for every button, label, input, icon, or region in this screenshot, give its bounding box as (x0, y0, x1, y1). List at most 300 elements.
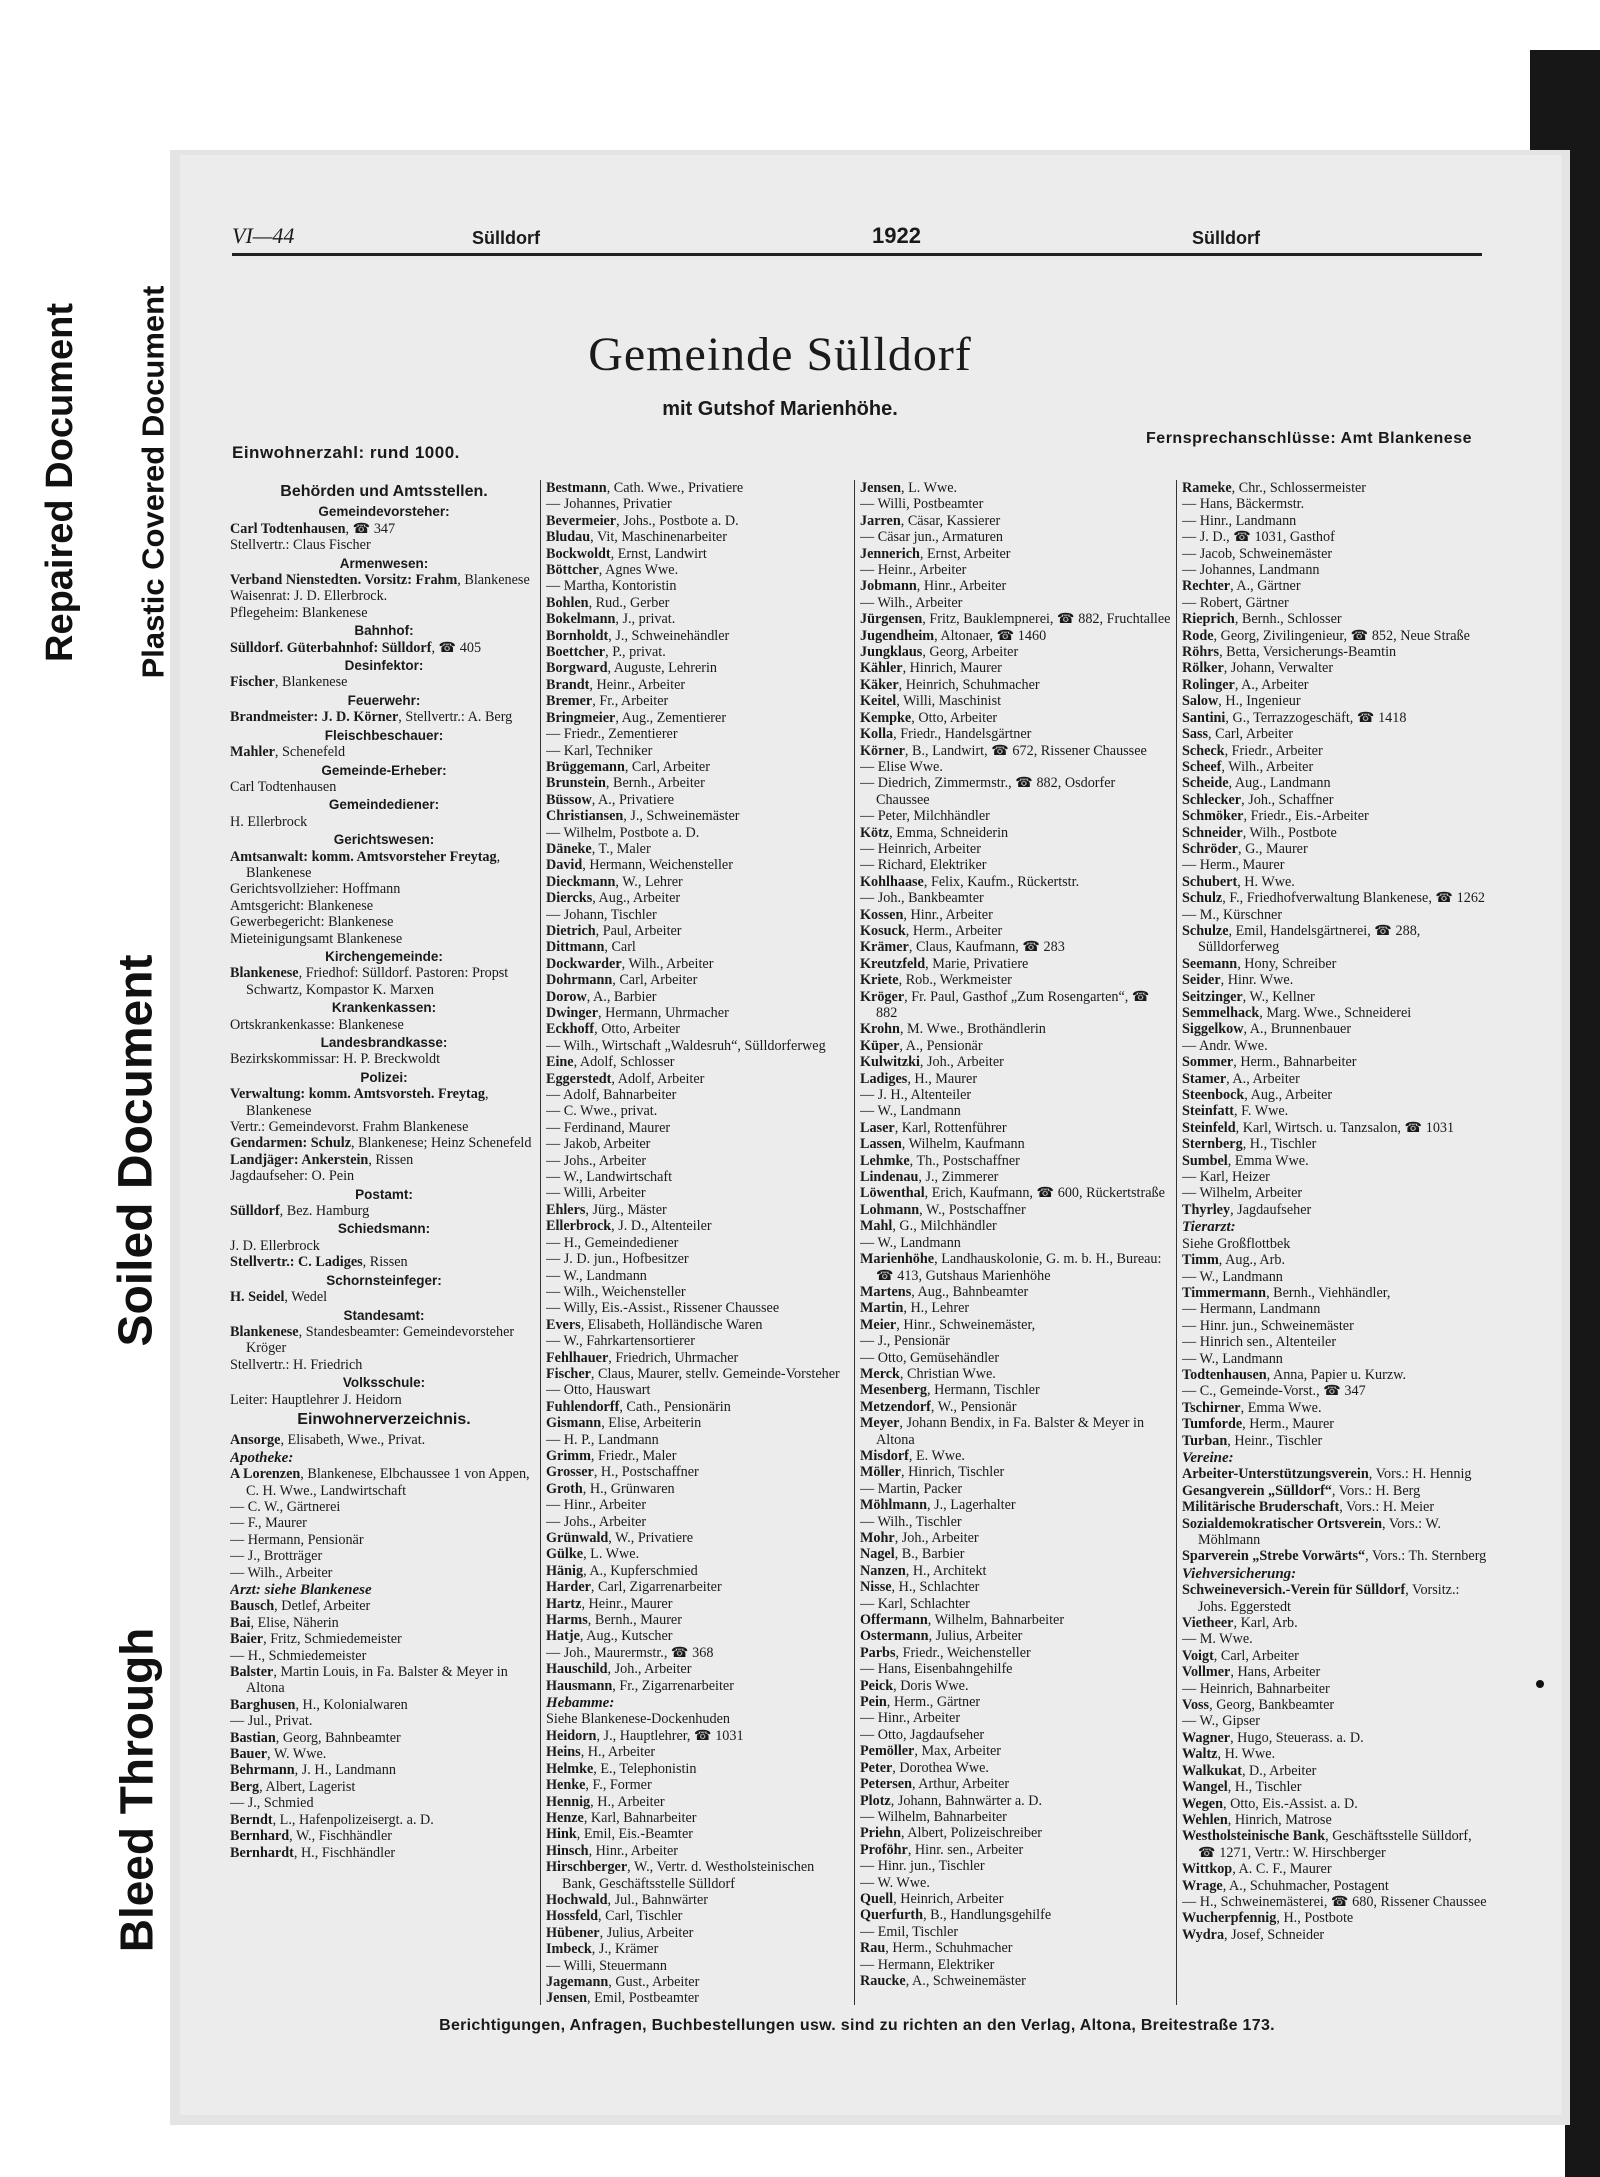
directory-entry: Schröder, G., Maurer (1182, 840, 1308, 857)
directory-entry: — J., Brotträger (230, 1548, 323, 1565)
column-rule (1176, 480, 1177, 2005)
directory-entry: Mohr, Joh., Arbeiter (860, 1530, 979, 1546)
directory-entry: Lassen, Wilhelm, Kaufmann (860, 1136, 1025, 1153)
directory-entry: — Hinr. jun., Schweinemäster (1182, 1317, 1354, 1334)
directory-entry: Keitel, Willi, Maschinist (860, 693, 1002, 710)
directory-entry: — Adolf, Bahnarbeiter (546, 1087, 677, 1104)
directory-entry: Wydra, Josef, Schneider (1182, 1926, 1325, 1943)
directory-entry: Brunstein, Bernh., Arbeiter (546, 775, 705, 792)
margin-dot (1536, 1680, 1544, 1688)
directory-entry: — W., Fahrkartensortierer (546, 1333, 695, 1350)
head-year: 1922 (872, 223, 921, 248)
directory-entry: Proföhr, Hinr. sen., Arbeiter (860, 1841, 1024, 1858)
directory-entry: Hossfeld, Carl, Tischler (546, 1908, 683, 1925)
directory-entry: Berndt, L., Hafenpolizeisergt. a. D. (230, 1811, 434, 1828)
directory-entry: Querfurth, B., Handlungsgehilfe (860, 1907, 1052, 1924)
directory-entry: Voigt, Carl, Arbeiter (1182, 1647, 1299, 1664)
directory-entry: — Wilh., Tischler (860, 1513, 962, 1530)
directory-entry: — J. H., Altenteiler (860, 1087, 972, 1104)
directory-entry: — Hans, Bäckermstr. (1182, 496, 1305, 513)
directory-entry: — Heinrich, Bahnarbeiter (1182, 1680, 1330, 1697)
directory-entry: Militärische Bruderschaft, Vors.: H. Meier (1182, 1499, 1435, 1516)
directory-entry: Jagemann, Gust., Arbeiter (546, 1973, 700, 1990)
directory-entry: Gendarmen: Schulz, Blankenese; Heinz Schenefeld (230, 1135, 532, 1152)
directory-entry: Merck, Christian Wwe. (860, 1365, 996, 1382)
directory-entry: Dockwarder, Wilh., Arbeiter (546, 955, 714, 972)
section-heading: Vereine: (1182, 1449, 1234, 1466)
directory-entry: — H., Schweinemästerei, ☎ 680, Rissener Chaussee (1182, 1893, 1487, 1910)
page-subtitle: mit Gutshof Marienhöhe. (662, 398, 898, 420)
directory-entry: Westholsteinische Bank, Geschäftsstelle Sülldorf, ☎ 1271, Vertr.: W. Hirschberger (1182, 1828, 1472, 1861)
section-heading: Feuerwehr: (347, 692, 421, 708)
directory-entry: — Wilhelm, Bahnarbeiter (860, 1808, 1007, 1825)
directory-entry: Ostermann, Julius, Arbeiter (860, 1628, 1023, 1645)
directory-entry: Mahler, Schenefeld (230, 744, 346, 761)
section-heading: Fleischbeschauer: (324, 727, 444, 743)
directory-entry: Dieckmann, W., Lehrer (546, 873, 683, 890)
directory-entry: David, Hermann, Weichensteller (546, 857, 733, 874)
directory-entry: Meier, Hinr., Schweinemäster, (860, 1316, 1036, 1333)
scan-edge-top (1530, 50, 1600, 150)
directory-entry: Carl Todtenhausen, ☎ 347 (230, 520, 396, 537)
directory-entry: Eckhoff, Otto, Arbeiter (546, 1021, 680, 1038)
directory-entry: Stellvertr.: Claus Fischer (230, 537, 371, 554)
directory-entry: Hübener, Julius, Arbeiter (546, 1924, 694, 1941)
directory-entry: Bestmann, Cath. Wwe., Privatiere (546, 480, 744, 496)
directory-entry: Hochwald, Jul., Bahnwärter (546, 1891, 708, 1908)
directory-entry: Eine, Adolf, Schlosser (546, 1054, 675, 1071)
column-3 (860, 480, 1172, 2005)
directory-entry: Timm, Aug., Arb. (1182, 1252, 1286, 1269)
directory-entry: Kriete, Rob., Werkmeister (860, 972, 1012, 989)
directory-entry: — M., Kürschner (1182, 906, 1283, 923)
directory-entry: Schlecker, Joh., Schaffner (1182, 791, 1334, 808)
directory-entry: Parbs, Friedr., Weichensteller (860, 1644, 1031, 1661)
directory-entry: Harms, Bernh., Maurer (546, 1612, 682, 1629)
directory-entry: Jarren, Cäsar, Kassierer (860, 512, 1001, 529)
repaired-tag-label: Repaired Document (38, 302, 81, 662)
directory-entry: Eggerstedt, Adolf, Arbeiter (546, 1070, 705, 1087)
directory-entry: Rau, Herm., Schuhmacher (860, 1940, 1013, 1957)
directory-entry: Stellvertr.: C. Ladiges, Rissen (230, 1254, 408, 1271)
head-place-left: Sülldorf (472, 228, 540, 248)
directory-entry: Pein, Herm., Gärtner (860, 1694, 981, 1711)
directory-entry: Sozialdemokratischer Ortsverein, Vors.: W. Möhlmann (1182, 1515, 1442, 1548)
directory-entry: Walkukat, D., Arbeiter (1182, 1762, 1317, 1779)
directory-entry: Petersen, Arthur, Arbeiter (860, 1776, 1010, 1793)
directory-entry: Fischer, Claus, Maurer, stellv. Gemeinde-Vorsteher (546, 1365, 840, 1382)
directory-entry: Baier, Fritz, Schmiedemeister (230, 1631, 402, 1648)
directory-entry: — Johannes, Privatier (546, 496, 672, 513)
directory-entry: Martens, Aug., Bahnbeamter (860, 1283, 1029, 1300)
directory-entry: Misdorf, E. Wwe. (860, 1447, 965, 1464)
directory-entry: Brüggemann, Carl, Arbeiter (546, 758, 710, 775)
directory-entry: — Johs., Arbeiter (546, 1152, 647, 1169)
directory-entry: Semmelhack, Marg. Wwe., Schneiderei (1182, 1005, 1412, 1021)
directory-entry: Stamer, A., Arbeiter (1182, 1070, 1300, 1087)
page-number: VI—44 (232, 223, 295, 248)
directory-entry: Kempke, Otto, Arbeiter (860, 709, 998, 726)
directory-entry: Verband Nienstedten. Vorsitz: Frahm, Blankenese (230, 572, 530, 589)
section-heading: Gemeindevorsteher: (318, 504, 450, 520)
directory-entry: Bohlen, Rud., Gerber (546, 594, 670, 611)
directory-entry: Jobmann, Hinr., Arbeiter (860, 578, 1007, 595)
directory-entry: Dohrmann, Carl, Arbeiter (546, 972, 698, 989)
directory-entry: Gerichtsvollzieher: Hoffmann (230, 881, 401, 898)
directory-entry: — Hans, Eisenbahngehilfe (860, 1661, 1013, 1678)
directory-entry: Peick, Doris Wwe. (860, 1677, 969, 1694)
directory-entry: Dorow, A., Barbier (546, 988, 657, 1005)
directory-entry: Carl Todtenhausen (230, 778, 337, 795)
directory-entry: Schulze, Emil, Handelsgärtnerei, ☎ 288, Sülldorferweg (1182, 922, 1421, 956)
directory-entry: Voss, Georg, Bankbeamter (1182, 1697, 1335, 1714)
directory-entry: Wittkop, A. C. F., Maurer (1182, 1861, 1332, 1878)
directory-entry: J. D. Ellerbrock (230, 1237, 320, 1254)
directory-entry: Jensen, L. Wwe. (860, 480, 958, 496)
section-heading: Kirchengemeinde: (325, 948, 443, 964)
directory-entry: Tumforde, Herm., Maurer (1182, 1416, 1334, 1433)
directory-entry: Sommer, Herm., Bahnarbeiter (1182, 1054, 1357, 1071)
directory-entry: — Martha, Kontoristin (546, 578, 677, 595)
directory-entry: Vietheer, Karl, Arb. (1182, 1615, 1298, 1632)
directory-entry: Leiter: Hauptlehrer J. Heidorn (230, 1391, 402, 1408)
directory-entry: Kohlhaase, Felix, Kaufm., Rückertstr. (860, 873, 1080, 890)
directory-entry: Sumbel, Emma Wwe. (1182, 1152, 1309, 1169)
directory-entry: Diercks, Aug., Arbeiter (546, 890, 681, 907)
directory-entry: — W., Landwirtschaft (546, 1169, 673, 1186)
directory-entry: Waisenrat: J. D. Ellerbrock. (230, 588, 388, 605)
section-heading: Tierarzt: (1182, 1219, 1236, 1236)
directory-entry: — Wilh., Arbeiter (230, 1564, 333, 1581)
directory-entry: Seitzinger, W., Kellner (1182, 988, 1315, 1005)
directory-entry: — Jakob, Arbeiter (546, 1136, 651, 1153)
directory-entry: Blankenese, Standesbeamter: Gemeindevorsteher Kröger (230, 1323, 515, 1357)
directory-entry: — Willi, Arbeiter (546, 1185, 646, 1202)
directory-entry: — M. Wwe. (1182, 1631, 1253, 1648)
directory-entry: — W., Landmann (1182, 1350, 1283, 1367)
directory-entry: Büssow, A., Privatiere (546, 791, 675, 808)
directory-entry: Bausch, Detlef, Arbeiter (230, 1598, 371, 1615)
directory-page (170, 150, 1570, 2125)
column-1 (230, 480, 538, 2005)
directory-entry: Rode, Georg, Zivilingenieur, ☎ 852, Neue Straße (1182, 627, 1470, 644)
directory-entry: Scheide, Aug., Landmann (1182, 775, 1331, 792)
directory-entry: Ansorge, Elisabeth, Wwe., Privat. (230, 1432, 426, 1449)
directory-entry: Möhlmann, J., Lagerhalter (860, 1497, 1016, 1514)
directory-entry: — Richard, Elektriker (860, 857, 987, 874)
section-heading: Viehversicherung: (1182, 1565, 1297, 1582)
directory-entry: Scheef, Wilh., Arbeiter (1182, 758, 1314, 775)
directory-entry: — Ferdinand, Maurer (546, 1119, 671, 1136)
directory-entry: Brandt, Heinr., Arbeiter (546, 676, 686, 693)
directory-entry: Timmermann, Bernh., Viehhändler, (1182, 1284, 1391, 1301)
directory-entry: Steenbock, Aug., Arbeiter (1182, 1087, 1333, 1104)
telephone-line: Fernsprechanschlüsse: Amt Blankenese (1146, 430, 1472, 447)
directory-entry: Bludau, Vit, Maschinenarbeiter (546, 529, 727, 546)
directory-entry: Rölker, Johann, Verwalter (1182, 660, 1334, 677)
directory-entry: Bremer, Fr., Arbeiter (546, 693, 669, 710)
directory-entry: — Otto, Hauswart (546, 1382, 651, 1399)
directory-entry: Kröger, Fr. Paul, Gasthof „Zum Rosengarten“, ☎ 882 (860, 988, 1150, 1021)
directory-entry: Steinfeld, Karl, Wirtsch. u. Tanzsalon, ☎ 1031 (1182, 1119, 1455, 1136)
directory-entry: Offermann, Wilhelm, Bahnarbeiter (860, 1612, 1065, 1629)
directory-entry: — W., Gipser (1182, 1713, 1261, 1730)
directory-entry: Henze, Karl, Bahnarbeiter (546, 1809, 697, 1826)
directory-entry: Hartz, Heinr., Maurer (546, 1595, 673, 1612)
directory-entry: Rieprich, Bernh., Schlosser (1182, 611, 1342, 628)
directory-entry: Käker, Heinrich, Schuhmacher (860, 676, 1040, 693)
directory-entry: Grosser, H., Postschaffner (546, 1464, 699, 1481)
directory-entry: Martin, H., Lehrer (860, 1300, 970, 1317)
directory-entry: Schweineversich.-Verein für Sülldorf, Vorsitz.: Johs. Eggerstedt (1182, 1582, 1460, 1615)
directory-entry: Henke, F., Former (546, 1777, 652, 1794)
directory-entry: Raucke, A., Schweinemäster (860, 1972, 1026, 1989)
directory-entry: — W., Landmann (860, 1234, 961, 1251)
directory-entry: Dietrich, Paul, Arbeiter (546, 922, 682, 939)
directory-entry: — Elise Wwe. (860, 758, 943, 775)
directory-entry: — Diedrich, Zimmermstr., ☎ 882, Osdorfer Chaussee (860, 775, 1116, 808)
directory-entry: Sparverein „Strebe Vorwärts“, Vors.: Th. Sternberg (1182, 1548, 1487, 1565)
directory-entry: Wucherpfennig, H., Postbote (1182, 1910, 1354, 1927)
directory-entry: Wehlen, Hinrich, Matrose (1182, 1811, 1332, 1828)
directory-entry: Arbeiter-Unterstützungsverein, Vors.: H. Hennig (1182, 1466, 1472, 1483)
directory-entry: Jagdaufseher: O. Pein (230, 1168, 355, 1185)
directory-entry: Peter, Dorothea Wwe. (860, 1759, 989, 1776)
directory-entry: — Otto, Jagdaufseher (860, 1726, 985, 1743)
directory-entry: — C. Wwe., privat. (546, 1103, 658, 1120)
directory-entry: — Karl, Heizer (1182, 1169, 1270, 1186)
directory-entry: Thyrley, Jagdaufseher (1182, 1201, 1312, 1218)
directory-entry: Körner, B., Landwirt, ☎ 672, Rissener Chaussee (860, 742, 1147, 759)
directory-entry: Mieteinigungsamt Blankenese (230, 930, 403, 947)
directory-entry: Sass, Carl, Arbeiter (1182, 726, 1294, 743)
directory-entry: Borgward, Auguste, Lehrerin (546, 660, 718, 677)
directory-entry: Jürgensen, Fritz, Bauklempnerei, ☎ 882, Fruchtallee (860, 611, 1171, 628)
directory-entry: Grimm, Friedr., Maler (546, 1447, 677, 1464)
condition-sidebar (0, 200, 178, 1953)
directory-entry: Ladiges, H., Maurer (860, 1070, 978, 1087)
directory-entry: Siehe Blankenese-Dockenhuden (546, 1711, 730, 1728)
directory-entry: Bevermeier, Johs., Postbote a. D. (546, 512, 739, 529)
directory-entry: Ortskrankenkasse: Blankenese (230, 1016, 404, 1033)
directory-entry: Harder, Carl, Zigarrenarbeiter (546, 1579, 722, 1596)
directory-entry: — Emil, Tischler (860, 1923, 959, 1940)
directory-entry: Jensen, Emil, Postbeamter (546, 1990, 699, 2005)
directory-entry: Vertr.: Gemeindevorst. Frahm Blankenese (230, 1119, 469, 1136)
directory-entry: — Hinrich sen., Altenteiler (1182, 1334, 1337, 1351)
directory-entry: — Otto, Gemüsehändler (860, 1349, 1000, 1366)
column-rule (854, 480, 855, 2005)
section-heading: Bahnhof: (354, 623, 414, 639)
section-heading: Arzt: siehe Blankenese (230, 1582, 372, 1598)
directory-entry: — Wilh., Arbeiter (860, 594, 963, 611)
page-title: Gemeinde Sülldorf (588, 328, 972, 381)
section-heading: Polizei: (360, 1069, 408, 1085)
directory-entry: — C. W., Gärtnerei (230, 1498, 341, 1515)
directory-entry: Rameke, Chr., Schlossermeister (1182, 480, 1367, 496)
section-heading: Schiedsmann: (337, 1221, 431, 1237)
directory-entry: Behrmann, J. H., Landmann (230, 1762, 396, 1779)
directory-entry: Schneider, Wilh., Postbote (1182, 824, 1337, 841)
directory-entry: Pflegeheim: Blankenese (230, 604, 368, 621)
directory-entry: Steinfatt, F. Wwe. (1182, 1103, 1289, 1120)
directory-entry: Bai, Elise, Näherin (230, 1614, 339, 1631)
repaired-tag (36, 212, 84, 752)
directory-entry: Dwinger, Hermann, Uhrmacher (546, 1005, 729, 1021)
directory-entry: Hänig, A., Kupferschmied (546, 1562, 698, 1579)
directory-entry: Bauer, W. Wwe. (230, 1746, 327, 1763)
directory-entry: — C., Gemeinde-Vorst., ☎ 347 (1182, 1383, 1366, 1400)
population-line: Einwohnerzahl: rund 1000. (232, 443, 460, 462)
directory-entry: Kolla, Friedr., Handelsgärtner (860, 726, 1032, 743)
directory-entry: — Wilh., Wirtschaft „Waldesruh“, Sülldorferweg (546, 1037, 826, 1054)
directory-entry: Fuhlendorff, Cath., Pensionärin (546, 1398, 731, 1415)
directory-entry: Bastian, Georg, Bahnbeamter (230, 1729, 401, 1746)
directory-entry: Heins, H., Arbeiter (546, 1744, 656, 1761)
directory-entry: — Wilhelm, Arbeiter (1182, 1185, 1303, 1202)
directory-entry: Berg, Albert, Lagerist (230, 1778, 356, 1795)
column-2 (546, 480, 850, 2005)
directory-entry: Pemöller, Max, Arbeiter (860, 1743, 1002, 1760)
directory-entry: Kossen, Hinr., Arbeiter (860, 906, 993, 923)
directory-entry: — H., Gemeindediener (546, 1234, 679, 1251)
directory-entry: Groth, H., Grünwaren (546, 1480, 675, 1497)
directory-entry: Lohmann, W., Postschaffner (860, 1201, 1026, 1218)
directory-entry: H. Seidel, Wedel (230, 1289, 328, 1306)
scan-edge-right (1565, 140, 1600, 2177)
directory-entry: Imbeck, J., Krämer (546, 1941, 659, 1958)
directory-entry: — Johann, Tischler (546, 906, 657, 923)
directory-entry: Gewerbegericht: Blankenese (230, 914, 394, 931)
directory-entry: — J. D. jun., Hofbesitzer (546, 1251, 689, 1268)
directory-entry: Hinsch, Hinr., Arbeiter (546, 1842, 679, 1859)
directory-entry: Hatje, Aug., Kutscher (546, 1628, 673, 1645)
directory-entry: — W., Landmann (860, 1103, 961, 1120)
directory-entry: Gismann, Elise, Arbeiterin (546, 1415, 702, 1432)
directory-entry: — Hermann, Landmann (1182, 1301, 1321, 1318)
directory-entry: Ehlers, Jürg., Mäster (546, 1201, 667, 1218)
directory-entry: — Cäsar jun., Armaturen (860, 529, 1004, 546)
directory-entry: — Martin, Packer (860, 1480, 963, 1497)
directory-entry: Heidorn, J., Hauptlehrer, ☎ 1031 (546, 1727, 744, 1744)
page-sheet (180, 155, 1562, 2115)
directory-entry: Wrage, A., Schuhmacher, Postagent (1182, 1877, 1389, 1894)
directory-entry: Lehmke, Th., Postschaffner (860, 1152, 1020, 1169)
column-rule (540, 480, 541, 2005)
section-heading: Postamt: (355, 1186, 413, 1202)
directory-entry: — Joh., Maurermstr., ☎ 368 (546, 1644, 714, 1661)
section-heading: Standesamt: (343, 1307, 425, 1323)
directory-entry: — Peter, Milchhändler (860, 808, 990, 825)
directory-entry: Möller, Hinrich, Tischler (860, 1464, 1005, 1481)
bleed-through-tag-label: Bleed Through (110, 1627, 163, 1953)
section-heading: Gemeinde-Erheber: (321, 762, 447, 778)
directory-entry: — Willi, Steuermann (546, 1957, 667, 1974)
directory-entry: Kötz, Emma, Schneiderin (860, 824, 1009, 841)
directory-entry: Helmke, E., Telephonistin (546, 1760, 697, 1777)
directory-entry: Hennig, H., Arbeiter (546, 1793, 665, 1810)
directory-entry: — J. D., ☎ 1031, Gasthof (1182, 529, 1335, 546)
directory-entry: Bernhard, W., Fischhändler (230, 1828, 392, 1845)
directory-entry: Jennerich, Ernst, Arbeiter (860, 545, 1011, 562)
directory-entry: — Karl, Schlachter (860, 1595, 970, 1612)
directory-entry: Seemann, Hony, Schreiber (1182, 955, 1337, 972)
directory-entry: — Heinrich, Arbeiter (860, 840, 981, 857)
directory-entry: — Hinr., Landmann (1182, 512, 1297, 529)
section-heading: Gemeindediener: (328, 797, 440, 813)
section-heading: Gerichtswesen: (333, 832, 435, 848)
directory-entry: — Jacob, Schweinemäster (1182, 545, 1333, 562)
directory-entry: Kosuck, Herm., Arbeiter (860, 922, 1003, 939)
directory-entry: Meyer, Johann Bendix, in Fa. Balster & Meyer in Altona (860, 1415, 1145, 1448)
directory-entry: — Herm., Maurer (1182, 857, 1285, 874)
directory-entry: Küper, A., Pensionär (860, 1037, 983, 1054)
directory-entry: Böttcher, Agnes Wwe. (546, 562, 679, 579)
directory-entry: Seider, Hinr. Wwe. (1182, 972, 1294, 989)
directory-entry: Blankenese, Friedhof: Sülldorf. Pastoren: Propst Schwartz, Kompastor K. Marxen (230, 965, 509, 998)
directory-entry: — W., Landmann (546, 1267, 647, 1284)
directory-entry: Amtsgericht: Blankenese (230, 897, 374, 914)
section-heading: Volksschule: (342, 1375, 426, 1391)
directory-entry: Balster, Martin Louis, in Fa. Balster & Meyer in Altona (230, 1664, 508, 1697)
directory-entry: — W. Wwe. (860, 1874, 930, 1891)
section-heading: Landesbrandkasse: (320, 1035, 448, 1050)
directory-entry: — Hinr., Arbeiter (546, 1497, 647, 1514)
directory-entry: — Robert, Gärtner (1182, 594, 1289, 611)
head-place-right: Sülldorf (1192, 228, 1260, 248)
directory-entry: Siehe Großflottbek (1182, 1235, 1291, 1252)
directory-entry: Krämer, Claus, Kaufmann, ☎ 283 (860, 939, 1065, 956)
directory-entry: Jugendheim, Altonaer, ☎ 1460 (860, 627, 1047, 644)
bleed-through-tag (98, 1530, 174, 2050)
directory-entry: Lindenau, J., Zimmerer (860, 1169, 999, 1186)
directory-entry: Nisse, H., Schlachter (860, 1579, 980, 1596)
directory-entry: Evers, Elisabeth, Holländische Waren (546, 1316, 763, 1333)
directory-entry: — Hermann, Elektriker (860, 1956, 995, 1973)
directory-entry: Wegen, Otto, Eis.-Assist. a. D. (1182, 1795, 1358, 1812)
directory-entry: Christiansen, J., Schweinemäster (546, 808, 740, 825)
directory-entry: Bringmeier, Aug., Zementierer (546, 709, 727, 726)
directory-entry: Gülke, L. Wwe. (546, 1546, 640, 1563)
directory-entry: Dittmann, Carl (546, 939, 636, 956)
directory-entry: Salow, H., Ingenieur (1182, 693, 1301, 710)
directory-entry: Bockwoldt, Ernst, Landwirt (546, 545, 707, 562)
soiled-tag (100, 780, 172, 1520)
directory-entry: Landjäger: Ankerstein, Rissen (230, 1151, 414, 1168)
directory-entry: Kulwitzki, Joh., Arbeiter (860, 1054, 1004, 1071)
directory-entry: Vollmer, Hans, Arbeiter (1182, 1664, 1321, 1681)
directory-entry: Hirschberger, W., Vertr. d. Westholsteinischen Bank, Geschäftsstelle Sülldorf (546, 1859, 815, 1892)
directory-entry: Fehlhauer, Friedrich, Uhrmacher (546, 1349, 739, 1366)
directory-entry: Sülldorf, Bez. Hamburg (230, 1203, 370, 1220)
directory-entry: Marienhöhe, Landhauskolonie, G. m. b. H., Bureau: ☎ 413, Gutshaus Marienhöhe (860, 1251, 1162, 1284)
directory-entry: A Lorenzen, Blankenese, Elbchaussee 1 von Appen, C. H. Wwe., Landwirtschaft (230, 1466, 530, 1499)
directory-entry: Fischer, Blankenese (230, 674, 348, 691)
directory-entry: Mesenberg, Hermann, Tischler (860, 1382, 1040, 1399)
section-heading: Einwohnerverzeichnis. (297, 1410, 471, 1428)
directory-entry: Rechter, A., Gärtner (1182, 578, 1301, 595)
directory-entry: — W., Landmann (1182, 1268, 1283, 1285)
directory-entry: Todtenhausen, Anna, Papier u. Kurzw. (1182, 1366, 1406, 1383)
directory-entry: Bernhardt, H., Fischhändler (230, 1844, 396, 1861)
directory-entry: Amtsanwalt: komm. Amtsvorsteher Freytag, Blankenese (230, 848, 501, 881)
column-4 (1182, 480, 1487, 2005)
directory-entry: Grünwald, W., Privatiere (546, 1530, 694, 1546)
footer-notice: Berichtigungen, Anfragen, Buchbestellungen usw. sind zu richten an den Verlag, Altona, Breitestraße 173. (439, 2017, 1275, 2034)
directory-entry: Waltz, H. Wwe. (1182, 1746, 1276, 1763)
directory-entry: — Hinr. jun., Tischler (860, 1858, 985, 1875)
section-heading: Desinfektor: (344, 658, 424, 674)
